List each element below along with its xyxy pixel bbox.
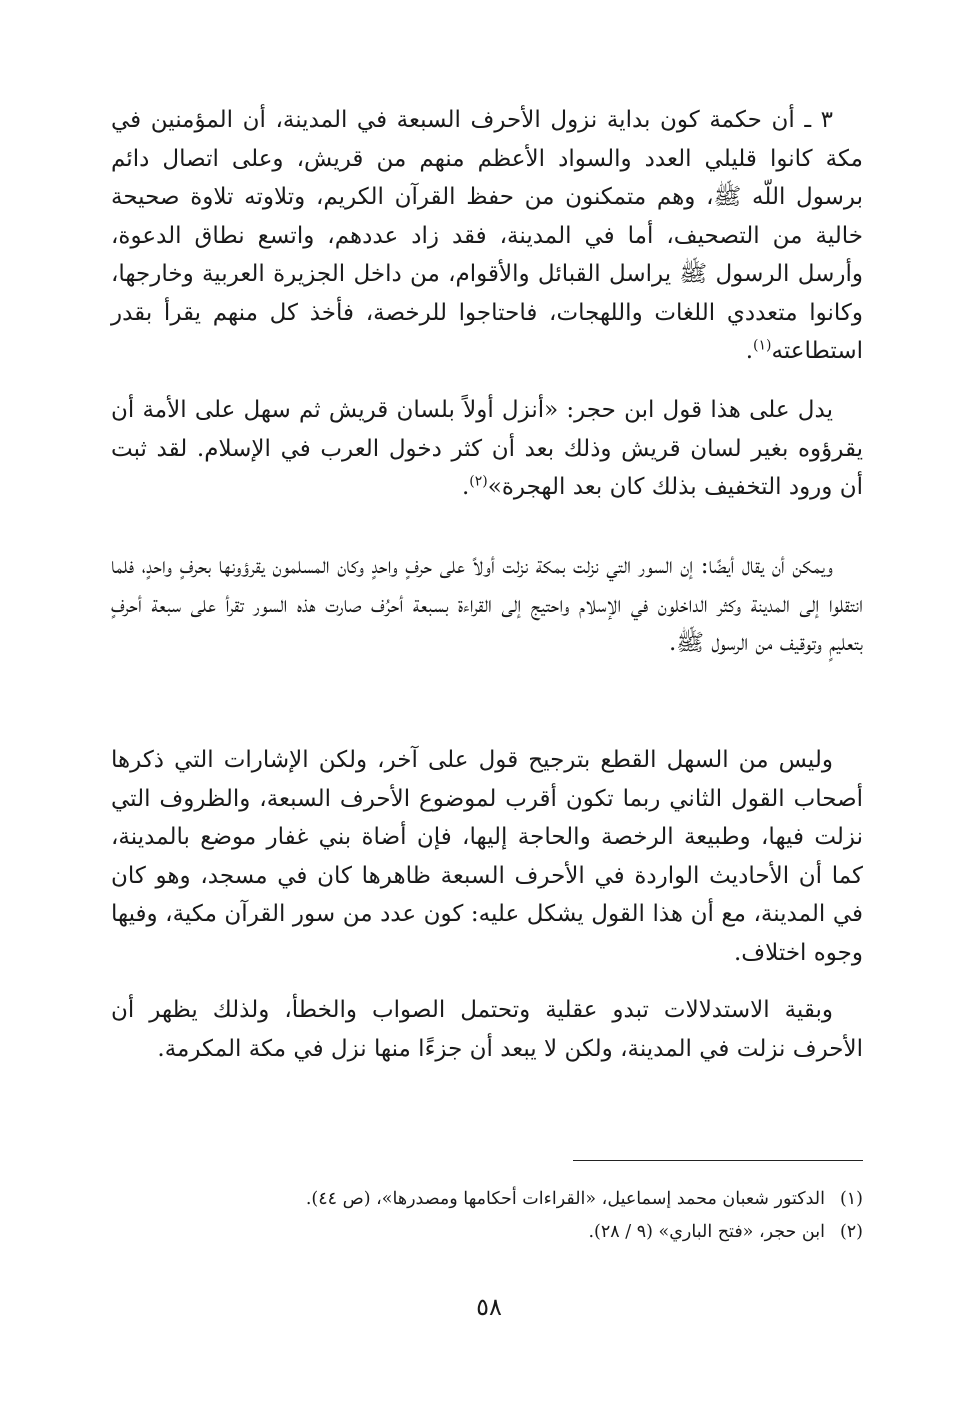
footnote-2	[111, 1216, 863, 1249]
paragraph-2	[111, 391, 863, 507]
paragraph-3-text: ويمكن أن يقال أيضًا: إن السور التي نزلت بمكة نزلت أولاً على حرفٍ واحدٍ وكان المسلمون يقرؤونها بحرفٍ واحدٍ، فلما انتقلوا إلى المدينة وكثر الداخلون في الإسلام واحتيج إلى القراءة بسبعة أحرُف صارت هذه السور تقرأ على سبعة أحرفٍ بتعليمٍ وتوقيف من الرسول ﷺ.	[111, 553, 863, 656]
footnote-1	[111, 1183, 863, 1216]
page-number: ٥٨	[476, 1293, 502, 1321]
footnote-1-number: (١)	[839, 1189, 863, 1209]
footnote-2-text: ابن حجر، «فتح الباري» (٩ / ٢٨).	[588, 1222, 825, 1242]
footnotes-section	[111, 1183, 863, 1249]
footnote-divider	[573, 1160, 863, 1161]
paragraph-1-text: ٣ ـ أن حكمة كون بداية نزول الأحرف السبعة في المدينة، أن المؤمنين في مكة كانوا قليلي العدد والسواد الأعظم منهم من قريش، وعلى اتصال دائم برسول اللّه ﷺ، وهم متمكنون من حفظ القرآن الكريم، وتلاوته تلاوة صحيحة خالية من التصحيف، أما في المدينة، فقد زاد عددهم، واتسع نطاق الدعوة، وأرسل الرسول ﷺ يراسل القبائل والأقوام، من داخل الجزيرة العربية وخارجها، وكانوا متعددي اللغات واللهجات، فاحتاجوا للرخصة، فأخذ كل منهم يقرأ بقدر استطاعته	[111, 107, 863, 364]
paragraph-5-text: وبقية الاستدلالات تبدو عقلية وتحتمل الصواب والخطأ، ولذلك يظهر أن الأحرف نزلت في المدينة، ولكن لا يبعد أن جزءًا منها نزل في مكة المكرمة.	[111, 997, 863, 1062]
paragraph-4	[111, 741, 863, 972]
footnote-ref-1[interactable]: (١)	[753, 337, 772, 354]
paragraph-4-text: وليس من السهل القطع بترجيح قول على آخر، ولكن الإشارات التي ذكرها أصحاب القول الثاني ربما تكون أقرب لموضوع الأحرف السبعة، والظروف التي نزلت فيها، وطبيعة الرخصة والحاجة إليها، فإن أضاة بني غفار موضع بالمدينة، كما أن الأحاديث الواردة في الأحرف السبعة ظاهرها كان في مسجد، وهو كان في المدينة، مع أن هذا القول يشكل عليه: كون عدد من سور القرآن مكية، وفيها وجوه اختلاف.	[111, 747, 863, 966]
paragraph-3	[111, 547, 863, 663]
footnote-1-text: الدكتور شعبان محمد إسماعيل، «القراءات أحكامها ومصدرها»، (ص ٤٤).	[305, 1189, 825, 1209]
paragraph-2-end: .	[461, 474, 470, 500]
paragraph-5	[111, 991, 863, 1068]
paragraph-1-end: .	[745, 338, 754, 364]
footnote-ref-2[interactable]: (٢)	[469, 473, 488, 490]
footnote-2-number: (٢)	[839, 1222, 863, 1242]
paragraph-1	[111, 101, 863, 371]
paragraph-2-text: يدل على هذا قول ابن حجر: «أنزل أولاً بلسان قريش ثم سهل على الأمة أن يقرؤوه بغير لسان قريش وذلك بعد أن كثر دخول العرب في الإسلام. لقد ثبت أن ورود التخفيف بذلك كان بعد الهجرة»	[111, 397, 863, 500]
